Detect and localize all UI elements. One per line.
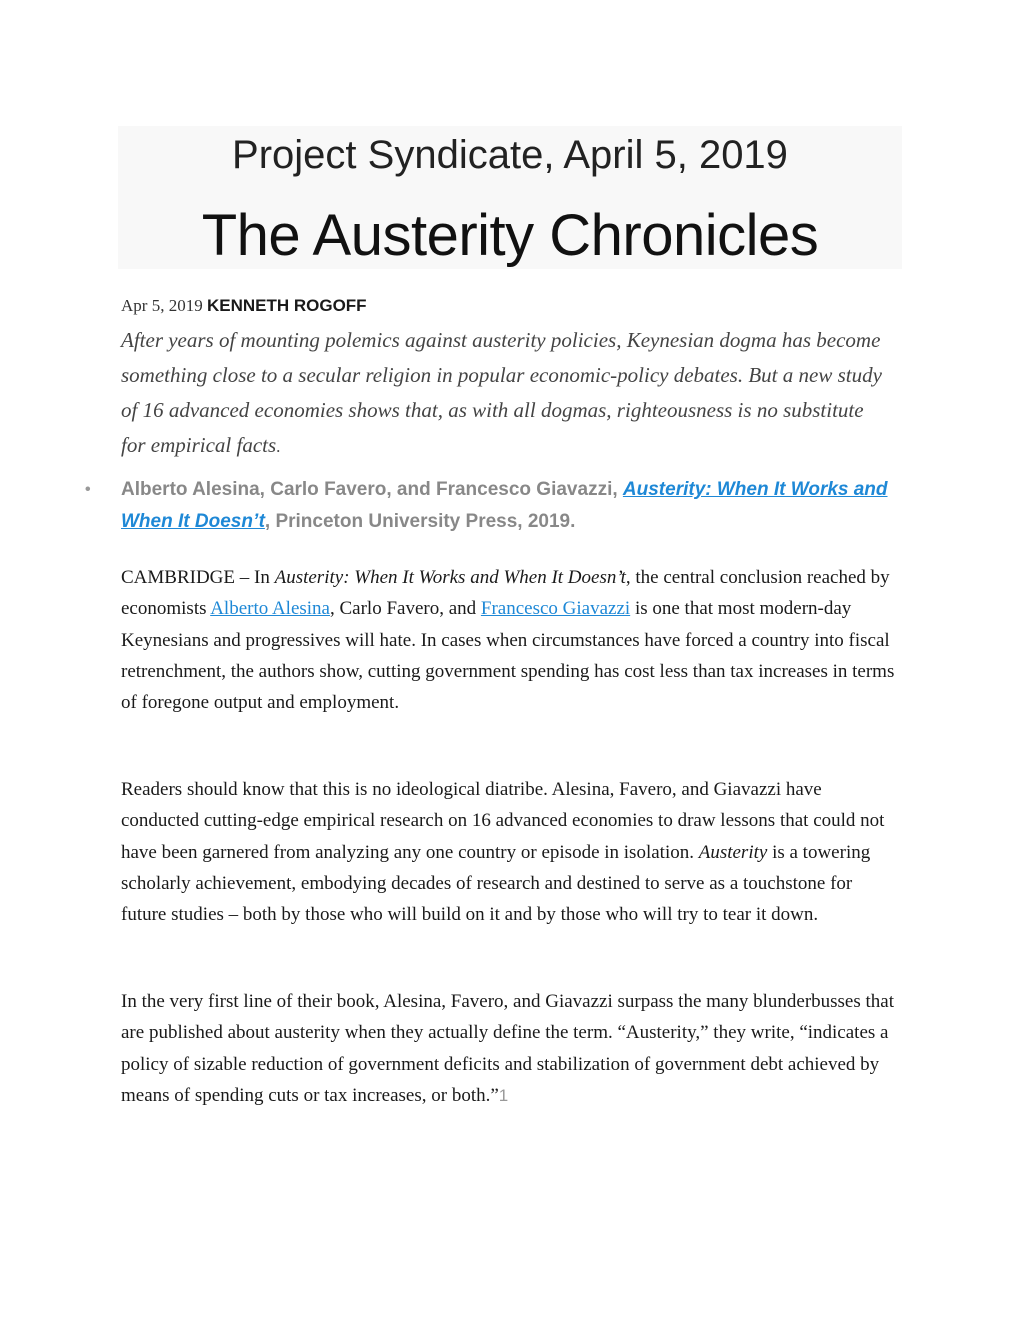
footnote-marker[interactable]: 1 bbox=[498, 1085, 509, 1105]
p1-text-c: , the central conclusion reached by economists bbox=[121, 567, 890, 620]
body-paragraph-3 bbox=[121, 986, 896, 1111]
byline bbox=[121, 295, 367, 317]
bullet-icon: • bbox=[85, 481, 91, 498]
teaser-end: . bbox=[276, 437, 281, 456]
p2-book-title: Austerity bbox=[698, 841, 768, 863]
book-citation bbox=[85, 474, 896, 538]
body-paragraph-2 bbox=[121, 774, 896, 930]
author-name: KENNETH ROGOFF bbox=[206, 296, 367, 315]
article-teaser bbox=[121, 323, 891, 464]
citation-publisher: , Princeton University Press, 2019. bbox=[264, 511, 576, 532]
p1-text-d: , Carlo Favero, and bbox=[329, 598, 481, 620]
teaser-text: After years of mounting polemics against austerity policies, Keynesian dogma has become something close to a secular religion in popular economic-policy debates. But a new study of 16 advanced economies shows that, as with all dogmas, righteousness is no substitute for empirical facts bbox=[121, 328, 882, 457]
p3-text-a: In the very first line of their book, Alesina, Favero, and Giavazzi surpass the many blunderbusses that are published about austerity when they actually define the term. “Austerity,” they write, “indicates a policy of sizable reduction of government deficits and stabilization of government debt achieved by means of spending cuts or tax increases, or both.” bbox=[121, 991, 894, 1106]
article-title: The Austerity Chronicles bbox=[201, 203, 819, 268]
publish-date: Apr 5, 2019 bbox=[121, 296, 203, 315]
citation-authors: Alberto Alesina, Carlo Favero, and Francesco Giavazzi, bbox=[121, 479, 623, 500]
p2-text-c: is a towering scholarly achievement, embodying decades of research and destined to serve as a touchstone for future studies – both by those who will build on it and by those who will try to tear it down. bbox=[121, 841, 871, 926]
p2-text-a: Readers should know that this is no ideological diatribe. Alesina, Favero, and Giavazzi have conducted cutting-edge empirical research on 16 advanced economies to draw lessons that could not have been garnered from analyzing any one country or episode in isolation. bbox=[121, 779, 885, 863]
publication-kicker: Project Syndicate, April 5, 2019 bbox=[232, 133, 788, 177]
body-paragraph-1 bbox=[121, 562, 896, 718]
p1-book-title: Austerity: When It Works and When It Doesn’t bbox=[274, 567, 626, 588]
p1-text-a: CAMBRIDGE – In bbox=[121, 567, 275, 588]
book-title-link[interactable]: Austerity: When It Works and When It Doesn’t bbox=[121, 479, 888, 532]
alberto-alesina-link[interactable]: Alberto Alesina bbox=[210, 598, 330, 620]
p1-text-e: is one that most modern-day Keynesians and progressives will hate. In cases when circumstances have forced a country into fiscal retrenchment, the authors show, cutting government spending has cost less than tax increases in terms of foregone output and employment. bbox=[121, 598, 895, 714]
francesco-giavazzi-link[interactable]: Francesco Giavazzi bbox=[480, 598, 631, 620]
article-header bbox=[118, 126, 902, 269]
